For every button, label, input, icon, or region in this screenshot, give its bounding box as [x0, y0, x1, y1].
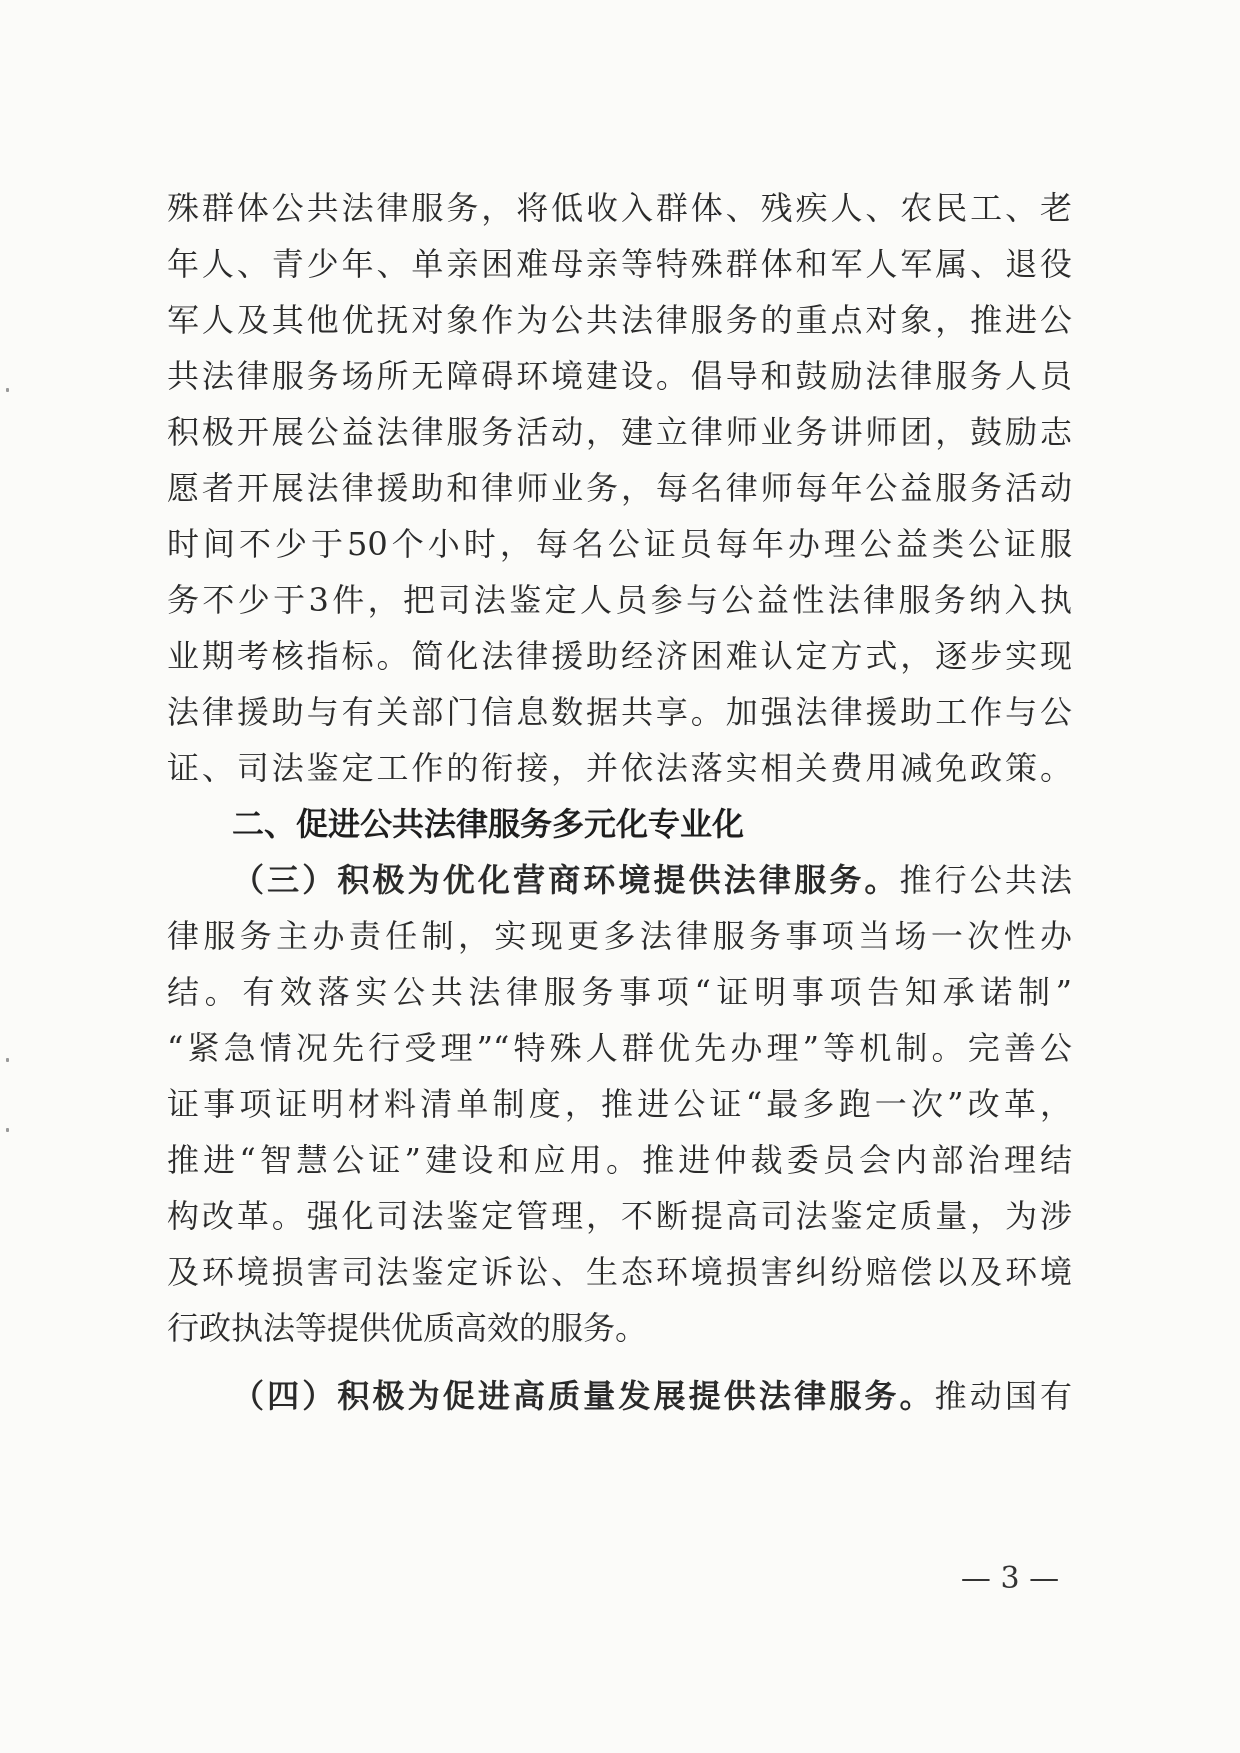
section-3-lead: （三）积极为优化营商环境提供法律服务。 — [232, 861, 900, 899]
section-3-line-4: “紧急情况先行受理”“特殊人群优先办理”等机制。完善公 — [167, 1029, 1072, 1067]
section-3-first-rest: 推行公共法 — [899, 861, 1072, 899]
section-4-first-line — [232, 1372, 1072, 1420]
section-4-lead: （四）积极为促进高质量发展提供法律服务。 — [232, 1377, 935, 1415]
section-3-line-6: 推进“智慧公证”建设和应用。推进仲裁委员会内部治理结 — [167, 1141, 1072, 1179]
body-line-8: 务不少于3件，把司法鉴定人员参与公益性法律服务纳入执 — [167, 581, 1072, 619]
body-line-4: 共法律服务场所无障碍环境建设。倡导和鼓励法律服务人员 — [167, 357, 1072, 395]
body-line-3: 军人及其他优抚对象作为公共法律服务的重点对象，推进公 — [167, 301, 1072, 339]
section-3-first-line — [232, 856, 1072, 904]
section-3-line-9: 行政执法等提供优质高效的服务。 — [167, 1309, 648, 1347]
section-3-line-3: 结。有效落实公共法律服务事项“证明事项告知承诺制” — [167, 973, 1072, 1011]
section-3-line-5: 证事项证明材料清单制度，推进公证“最多跑一次”改革， — [167, 1085, 1072, 1123]
scan-speck — [6, 1058, 9, 1062]
body-line-11: 证、司法鉴定工作的衔接，并依法落实相关费用减免政策。 — [167, 749, 1072, 787]
scan-speck — [6, 1128, 9, 1132]
body-line-5: 积极开展公益法律服务活动，建立律师业务讲师团，鼓励志 — [167, 413, 1072, 451]
body-line-7: 时间不少于50个小时，每名公证员每年办理公益类公证服 — [167, 525, 1072, 563]
section-3-line-2: 律服务主办责任制，实现更多法律服务事项当场一次性办 — [167, 917, 1072, 955]
section-3-line-8: 及环境损害司法鉴定诉讼、生态环境损害纠纷赔偿以及环境 — [167, 1253, 1072, 1291]
page-number: — 3 — — [960, 1561, 1060, 1596]
scan-speck — [6, 388, 9, 392]
body-line-10: 法律援助与有关部门信息数据共享。加强法律援助工作与公 — [167, 693, 1072, 731]
body-line-2: 年人、青少年、单亲困难母亲等特殊群体和军人军属、退役 — [167, 245, 1072, 283]
section-4-first-rest: 推动国有 — [934, 1377, 1072, 1415]
body-line-1: 殊群体公共法律服务，将低收入群体、残疾人、农民工、老 — [167, 189, 1072, 227]
body-line-6: 愿者开展法律援助和律师业务，每名律师每年公益服务活动 — [167, 469, 1072, 507]
body-line-9: 业期考核指标。简化法律援助经济困难认定方式，逐步实现 — [167, 637, 1072, 675]
section-3-line-7: 构改革。强化司法鉴定管理，不断提高司法鉴定质量，为涉 — [167, 1197, 1072, 1235]
section-heading-2: 二、促进公共法律服务多元化专业化 — [232, 805, 745, 843]
